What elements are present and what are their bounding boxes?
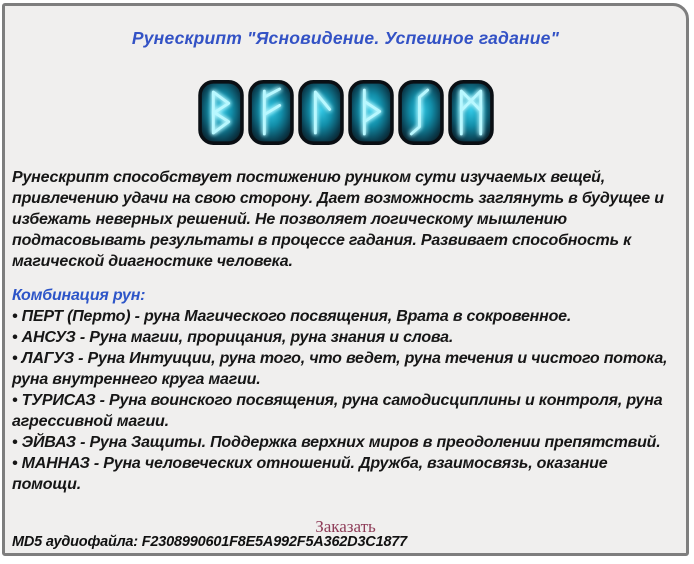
rune-ansuz-icon [248,78,294,147]
md5-label: MD5 аудиофайла: [12,534,138,550]
rune-list-item-ansuz: • АНСУЗ - Руна магии, прорицания, руна знания и слова. [12,329,454,346]
runescript-panel [2,3,689,556]
rune-list-item-turisaz: • ТУРИСАЗ - Руна воинского посвящения, руна самодисциплины и контроля, руна агрессивной магии. [12,392,663,430]
rune-list-item-laguz: • ЛАГУЗ - Руна Интуиции, руна того, что ведет, руна течения и чистого потока, руна внутреннего круга магии. [12,350,668,388]
rune-combination-list [12,306,676,495]
rune-stones-row [5,78,686,147]
combination-heading: Комбинация рун: [12,287,146,304]
md5-line [12,534,407,550]
rune-mannaz-icon [448,78,494,147]
md5-value: F2308990601F8E5A992F5A362D3C1877 [141,534,408,550]
rune-laguz-icon [298,78,344,147]
page-title: Рунескрипт "Ясновидение. Успешное гадание" [131,28,560,48]
runescript-description: Рунескрипт способствует постижению руником сути изучаемых вещей, привлечению удачи на свою сторону. Дает возможность заглянуть в будущее и избежать неверных решений. Не позволяет логическому мышлению подтасовывать результаты в процессе гадания. Развивает способность к магической диагностике человека. [12,169,664,270]
rune-eihwaz-icon [398,78,444,147]
order-link[interactable]: Заказать [315,517,376,536]
rune-list-item-pert: • ПЕРТ (Перто) - руна Магического посвящения, Врата в сокровенное. [12,308,572,325]
rune-perthro-icon [198,78,244,147]
rune-list-item-mannaz: • МАННАЗ - Руна человеческих отношений. Дружба, взаимосвязь, оказание помощи. [12,455,608,493]
rune-thurisaz-icon [348,78,394,147]
rune-list-item-eivaz: • ЭЙВАЗ - Руна Защиты. Поддержка верхних миров в преодолении препятствий. [12,434,661,451]
